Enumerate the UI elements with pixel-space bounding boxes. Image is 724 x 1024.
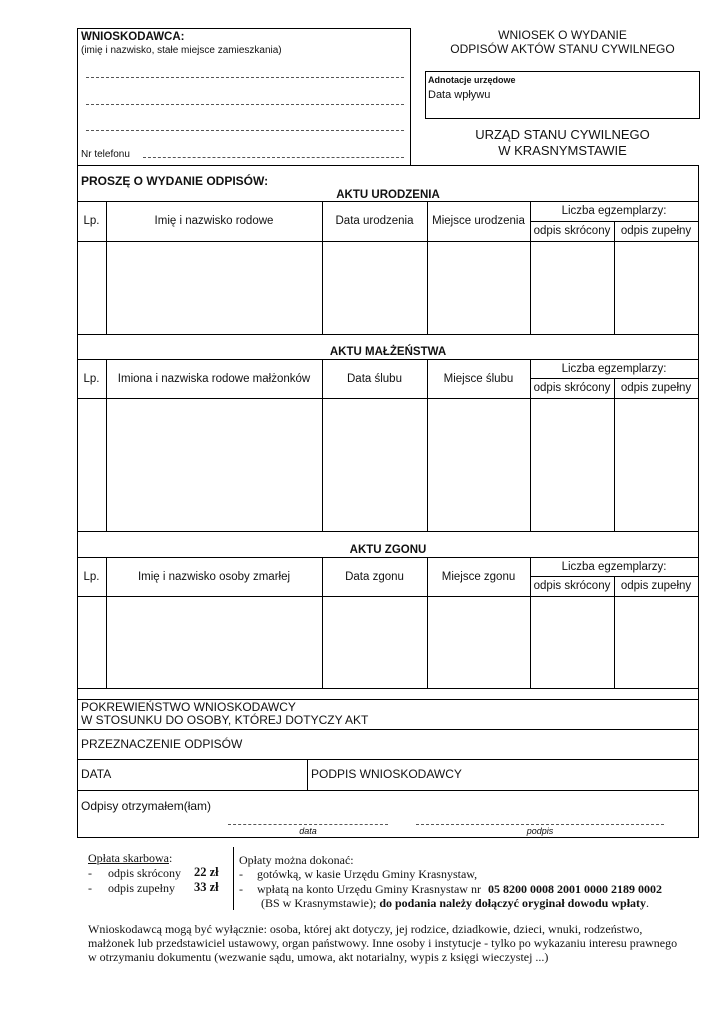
signature-label: PODPIS WNIOSKODAWCY	[311, 767, 462, 781]
applicant-label: WNIOSKODAWCA:	[81, 31, 185, 43]
payment-transfer	[257, 882, 662, 896]
birth-title: AKTU URODZENIA	[336, 189, 440, 201]
received-date-line[interactable]	[228, 824, 388, 825]
payment-bank: (BS w Krasnymstawie);	[261, 896, 377, 910]
fees-divider	[233, 847, 234, 910]
fee-short-label: odpis skrócony	[108, 866, 181, 880]
death-col-date: Data zgonu	[345, 571, 404, 583]
payment-transfer-dash: -	[239, 882, 243, 896]
applicant-line-2[interactable]	[86, 104, 404, 105]
purpose-field[interactable]	[240, 730, 697, 759]
birth-col-name: Imię i nazwisko rodowe	[154, 215, 274, 227]
payment-cash: gotówką, w kasie Urzędu Gminy Krasnystaw,	[257, 867, 478, 881]
marriage-line-top	[77, 359, 699, 360]
received-date-caption: data	[299, 826, 317, 836]
marriage-line-bottom	[77, 531, 699, 532]
payment-intro: Opłaty można dokonać:	[239, 853, 354, 867]
fees-title-colon: :	[168, 851, 173, 865]
birth-col-full: odpis zupełny	[620, 225, 692, 237]
date-signature-divider	[307, 759, 308, 790]
birth-line-top	[77, 201, 699, 202]
death-copies-label: Liczba egzemplarzy:	[561, 561, 667, 573]
bank-account-number: 05 8200 0008 2001 0000 2189 0002	[487, 882, 662, 896]
fee-short-amount: 22 zł	[194, 865, 219, 879]
annotations-label: Adnotacje urzędowe	[428, 75, 516, 85]
notice-line1: Wnioskodawcą mogą być wyłącznie: osoba, której akt dotyczy, jej rodzice, dziadkowie, dzieci, wnuki, rodzeństwo,	[88, 922, 643, 936]
notice-line2: małżonek lub przedstawiciel ustawowy, organ państwowy. Inne osoby i instytucje - tylko po wykazaniu interesu prawnego	[88, 936, 678, 950]
death-col-full: odpis zupełny	[620, 580, 692, 592]
notice-line3: w otrzymaniu dokumentu (wezwanie sądu, umowa, akt notarialny, wypis z księgi wieczystej ...)	[88, 950, 549, 964]
phone-label: Nr telefonu	[81, 149, 130, 160]
applicant-line-3[interactable]	[86, 130, 404, 131]
marriage-copies-label: Liczba egzemplarzy:	[561, 363, 667, 375]
applicant-line-1[interactable]	[86, 77, 404, 78]
purpose-label: PRZEZNACZENIE ODPISÓW	[81, 737, 243, 751]
birth-entry-row[interactable]	[78, 242, 698, 334]
death-col-short: odpis skrócony	[533, 580, 611, 592]
fees-title-text: Opłata skarbowa	[88, 851, 169, 865]
frame-right	[698, 165, 699, 838]
relation-label-1: POKREWIEŃSTWO WNIOSKODAWCY	[81, 700, 296, 714]
form-title-line2: ODPISÓW AKTÓW STANU CYWILNEGO	[450, 42, 675, 56]
marriage-col-full: odpis zupełny	[620, 382, 692, 394]
death-title: AKTU ZGONU	[349, 544, 427, 556]
death-line-top	[77, 557, 699, 558]
marriage-col-lp: Lp.	[83, 373, 100, 385]
frame-bottom	[77, 837, 699, 838]
payment-attach-note: do podania należy dołączyć oryginał dowodu wpłaty	[379, 896, 647, 910]
death-col-lp: Lp.	[83, 571, 100, 583]
birth-col-lp: Lp.	[83, 215, 100, 227]
marriage-col-place: Miejsce ślubu	[443, 373, 514, 385]
form-title-line1: WNIOSEK O WYDANIE	[498, 28, 627, 42]
payment-period: .	[646, 896, 650, 910]
marriage-col-date: Data ślubu	[347, 373, 402, 385]
birth-line-bottom	[77, 334, 699, 335]
office-line1: URZĄD STANU CYWILNEGO	[475, 127, 650, 142]
payment-cash-dash: -	[239, 867, 243, 881]
marriage-title: AKTU MAŁŻEŃSTWA	[329, 346, 447, 358]
death-col-place: Miejsce zgonu	[441, 571, 516, 583]
fee-full-dash: -	[88, 881, 92, 895]
marriage-col-name: Imiona i nazwiska rodowe małżonków	[117, 373, 311, 385]
fees-title	[88, 851, 172, 865]
fee-full-label: odpis zupełny	[108, 881, 175, 895]
payment-transfer-prefix: wpłatą na konto Urzędu Gminy Krasnystaw nr	[257, 882, 481, 896]
received-line-top	[77, 790, 699, 791]
request-label: PROSZĘ O WYDANIE ODPISÓW:	[81, 174, 269, 188]
birth-col-place: Miejsce urodzenia	[432, 215, 525, 227]
date-field[interactable]	[120, 760, 306, 789]
marriage-col-short: odpis skrócony	[533, 382, 611, 394]
death-entry-row[interactable]	[78, 597, 698, 688]
frame-top	[411, 165, 699, 166]
signature-field[interactable]	[460, 760, 697, 789]
relation-label-2: W STOSUNKU DO OSOBY, KTÓREJ DOTYCZY AKT	[81, 713, 369, 727]
marriage-entry-row[interactable]	[78, 399, 698, 531]
death-line-bottom	[77, 688, 699, 689]
received-label: Odpisy otrzymałem(łam)	[81, 799, 212, 813]
birth-copies-label: Liczba egzemplarzy:	[561, 205, 667, 217]
date-label: DATA	[81, 767, 112, 781]
birth-col-short: odpis skrócony	[533, 225, 611, 237]
office-line2: W KRASNYMSTAWIE	[498, 143, 627, 158]
fee-full-amount: 33 zł	[194, 880, 219, 894]
relation-field[interactable]	[400, 700, 697, 729]
birth-col-date: Data urodzenia	[335, 215, 414, 227]
phone-line[interactable]	[143, 157, 404, 158]
fee-short-dash: -	[88, 866, 92, 880]
payment-bank-line	[261, 896, 649, 910]
received-signature-line[interactable]	[416, 824, 664, 825]
receipt-date-label: Data wpływu	[428, 89, 491, 101]
applicant-hint: (imię i nazwisko, stałe miejsce zamieszkania)	[81, 45, 282, 56]
received-signature-caption: podpis	[526, 826, 554, 836]
death-col-name: Imię i nazwisko osoby zmarłej	[137, 571, 291, 583]
